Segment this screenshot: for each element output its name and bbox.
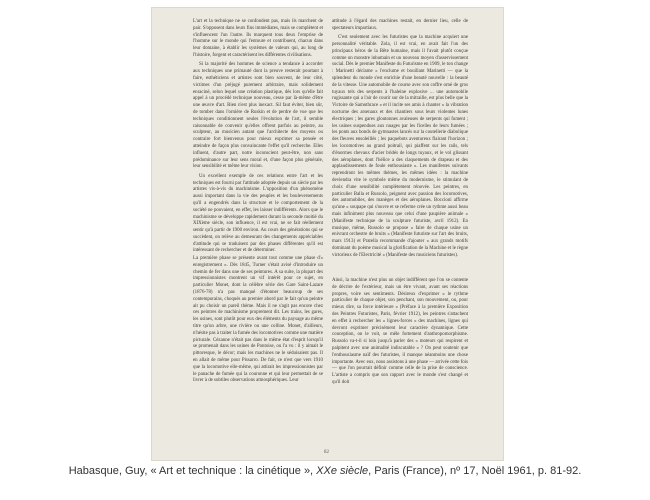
paragraph: Si la majorité des hommes de science a tendance à accorder aux techniques une primauté dont la preuve resterait pourtant à faire, esthéticiens et artistes sont bien souvent, de leur côté, victimes d'un préjugé purement arbitraire, mais solidement enraciné, selon lequel une création plastique, dès lors qu'elle fait appel à un procédé technique nouveau, cesse par là-même d'être une œuvre d'art. Rien n'est plus inexact. Sil faut éviter, bien sûr, de tomber dans l'ornière de Ruskin et de perdre de vue que les techniques conditionnent seules l'évolution de l'art, il semble raisonnable de convenir qu'elles offrent parfois au peintre, au sculpteur, au musicien autant que l'architecte des moyens ou contraire fort bienvenus pour mieux exprimer sa pensée et atteindre de façon plus convaincante l'effet qu'il recherche. Elles influent, d'autre part, notre inconscient peut-être, non sans prédominance sur leur sens moral et, d'une façon plus générale, leur sensibilité et même leur vision. xyxy=(193,62,323,170)
text-column-top-right xyxy=(332,19,468,258)
text-column-bottom-left xyxy=(193,256,323,436)
caption-prefix: Habasque, Guy, « Art et technique : la cinétique », xyxy=(68,465,317,477)
paragraph: L'art et la technique ne se confondent pas, mais ils marchent de pair. S'opposent dans leurs fins immédiates, mais se complètent et s'influencent l'un l'autre. Ils marquent tous deux l'emprise de l'homme sur le monde qui l'entoure et contribuent, chacun dans leur domaine, à établir les systèmes de valeurs qui, au long de l'histoire, forgent et caractérisent les différentes civilisations. xyxy=(193,19,323,58)
paragraph: attitude à l'égard des machines restait, en dernier lieu, celle de spectateurs impartiaux. xyxy=(332,19,468,31)
scanned-page xyxy=(152,8,503,460)
paragraph: La première phase se présente avant tout comme une phase d'« enregistrement ». Dès 1845, Turner s'était avisé d'introduire un chemin de fer dans une de ses peintures. A sa suite, la plupart des impressionnistes montrent un vif intérêt pour ce sujet, en particulier Monet, dont la célèbre série des Gare Saint-Lazare (1876-78) n'a pas manqué d'étonner beaucoup de ses contemporains, choqués au premier abord par le fait qu'un peintre ait pu choisir un pareil thème. Mais il ne s'agit pas encore chez ces peintres de machinisme proprement dit. Les trains, les gares, les usines, sont plutôt pour eux des éléments du paysage au même titre qu'un arbre, une rivière ou une colline. Monet, d'ailleurs, n'hésite pas à traiter la fumée des locomotives comme une matière picturale. Cézanne n'était pas dans le même état d'esprit lorsqu'il se promenait dans les usines de Pontoise, ou l'a vu : il y aimait le pittoresque, le décor; mais les machines ne le séduisaient pas. Il en allait de même pour Pissarro. De fait, ce n'est que vers 1910 que la locomotive elle-même, qui attirait les impressionnistes par le panache de fumée qui la couronne et qui leur permettait de se livrer à de subtiles observations atmosphériques. Leur xyxy=(193,256,323,384)
paragraph: C'est seulement avec les futuristes que la machine acquiert une personnalité véritable. Zola, il est vrai, en avait fait l'un des principaux héros de la Bête humaine, mais il l'avait plutôt conçue comme un monstre inhumain et un nouveau moyen d'asservissement social. Dès le premier Manifeste du Futurisme en 1909, le ton change : Marinetti déclame « l'enclume et bouillant Marinetti — que la splendeur du monde s'est enrichie d'une beauté nouvelle : la beauté de la vitesse. Une automobile de course avec son coffre orné de gros tuyaux tels des serpents à l'haleine explosive ... une automobile rugissante qui a l'air de courir sur de la mitraille, est plus belle que la Victoire de Samothrace » et il incite ses amis à chanter « la vibration nocturne des arsenaux et des chantiers sous leurs violentes lunes électriques ; les gares gloutonnes avaleuses de serpents qui fument ; les usines suspendues aux nuages par les ficelles de leurs fumées ; les ponts aux bonds de gymnastes lancés sur la coutellerie diabolique des fleuves ensoleillés ; les paquebots aventureux flairant l'horizon ; les locomotives au grand poitrail, qui piaffent sur les rails, tels d'énormes chevaux d'acier bridés de longs tuyaux, et le vol glissant des aéroplanes, dont l'hélice a des claquements de drapeau et des applaudissements de foule enthousiaste ». Les manifestes suivants reprendront les mêmes thèmes, les mêmes idées : la machine deviendra vite le symbole même du modernisme, le stimulant de choix d'une sensibilité complètement rénovée. Les peintres, en particulier Balla et Russolo, peignent avec passion des locomotives, des automobiles, des manèges et des aéroplanes. Boccioni affirme qu'une « soupape qui s'ouvre et se referme crée un rythme aussi beau mais infiniment plus nouveau que celui d'une paupière animale » (Manifeste technique de la sculpture futuriste, avril 1912). En musique, même, Russolo se propose « faire de chaque usine un enivrant orchestre de bruits » (Manifeste futuriste sur l'art des bruits, mars 1913) et Pratella recommande d'ajouter « aux grands motifs dominant du poème musical la glorification de la Machine et le règne victorieux de l'Electricité » (Manifeste des musiciens futuristes). xyxy=(332,35,468,258)
paragraph: Ainsi, la machine n'est plus un objet indifférent que l'on se contente de décrire de l'extérieur, mais un être vivant, avant ses réactions propres, voire ses sentiments. Désireux d'exprimer « le rythme particulier de chaque objet, son penchant, son mouvement, ou, pour mieux dire, sa force intérieure » (Préface à la première Exposition des Peintres Futuristes, Paris, février 1912), les peintres s'attachent en effet à rechercher les « lignes-forces » des machines, lignes qui devront exprimer précisément leur caractère dynamique. Cette conception, on le voit, se mêle fortement d'anthropomorphisme. Russolo va-t-il si loin jusqu'à parler des « moteurs qui respirent et palpitent avec une animalité indiscutable » ? On peut soutenir que l'enthousiasme naïf des futuristes, il manque néanmoins une chose importante. Avec eux, nous assistons à une phase — arrivée cette fois — que l'on pourrait définir comme celle de la prise de conscience. L'artiste a compris que son rapport avec le monde s'est changé et qu'il doit xyxy=(332,278,468,385)
caption-journal: XXe siècle xyxy=(316,465,369,477)
text-column-bottom-right xyxy=(332,278,468,428)
caption-suffix: , Paris (France), nº 17, Noël 1961, p. 81-92. xyxy=(368,465,582,477)
page-number: 82 xyxy=(324,450,329,455)
paragraph: Un excellent exemple de ces relations entre l'art et les techniques est fourni par l'attitude adoptée depuis un siècle par les artistes vis-à-vis du machinisme. L'opposition d'un phénomène aussi important dans la vie des peuples et les bouleversements qu'il a engendrés dans la structure et le comportement de la société ne pouvaient, en effet, les laisser indifférents. Alors que le machinisme se développe rapidement durant la seconde moitié du XIXème siècle, son influence, il est vrai, ne se fait réellement sentir qu'à partir de 1900 environ. Au cours des générations qui se succèdent, on relève au demeurant des changements appréciables d'attitude qui se traduisent par des phases différentes qu'il est intéressant de rechercher et de déterminer. xyxy=(193,173,323,254)
citation-caption xyxy=(0,465,650,477)
text-column-top-left xyxy=(193,19,323,255)
